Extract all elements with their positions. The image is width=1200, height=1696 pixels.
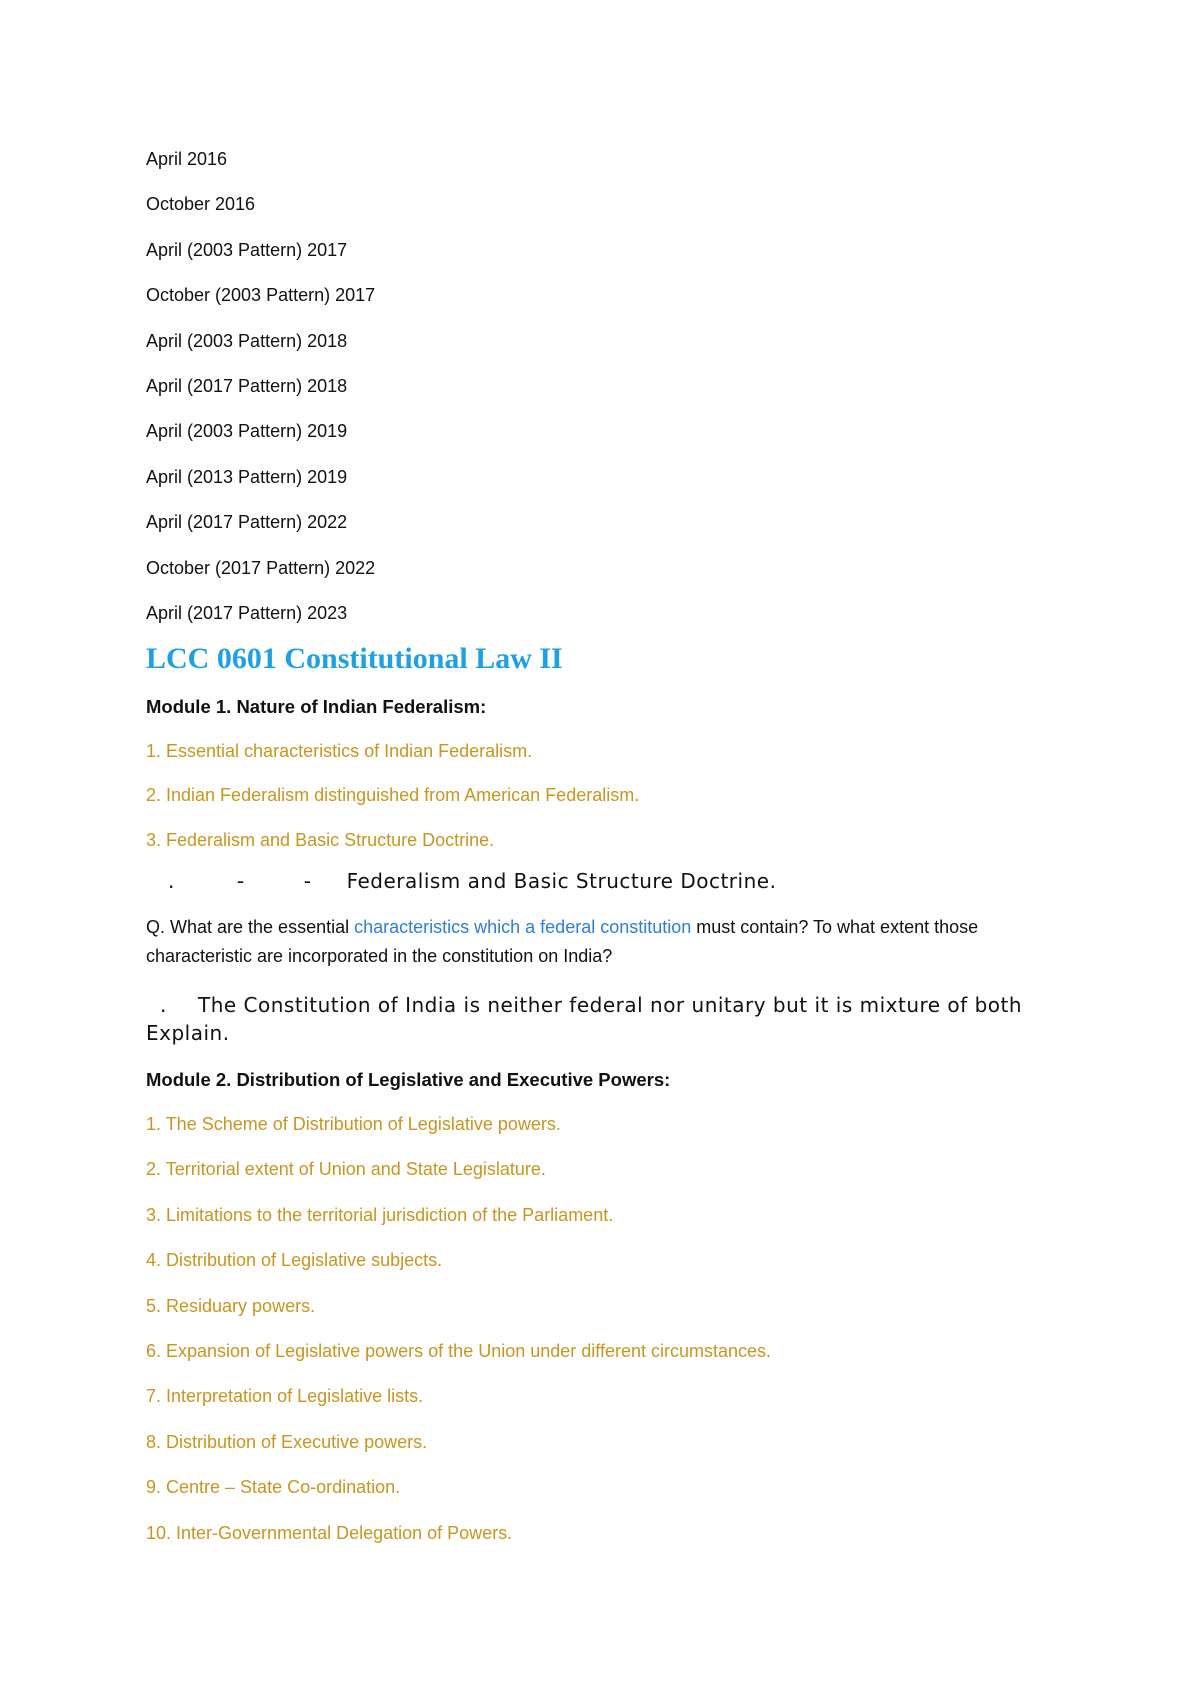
document-page	[146, 148, 1046, 1566]
exam-session-list	[146, 148, 1046, 624]
topic-item: 3. Limitations to the territorial jurisdiction of the Parliament.	[146, 1204, 614, 1225]
topic-item: 2. Indian Federalism distinguished from American Federalism.	[146, 785, 640, 806]
module-1-heading: Module 1. Nature of Indian Federalism:	[146, 695, 487, 717]
exam-session: October (2003 Pattern) 2017	[146, 285, 376, 306]
topic-item: 1. The Scheme of Distribution of Legislative powers.	[146, 1113, 561, 1134]
topic-item: 3. Federalism and Basic Structure Doctrine.	[146, 829, 495, 850]
exam-session: October (2017 Pattern) 2022	[146, 557, 376, 578]
exam-session: April (2003 Pattern) 2017	[146, 239, 348, 260]
topic-item: 4. Distribution of Legislative subjects.	[146, 1250, 443, 1271]
topic-item: 1. Essential characteristics of Indian Federalism.	[146, 740, 533, 761]
exam-session: April (2017 Pattern) 2023	[146, 602, 348, 623]
exam-session: April (2013 Pattern) 2019	[146, 466, 348, 487]
question-paragraph	[146, 913, 1046, 971]
statement-paragraph	[146, 991, 1046, 1047]
exam-session: April 2016	[146, 149, 228, 169]
exam-session: April (2017 Pattern) 2022	[146, 512, 348, 533]
dash-mark: -	[236, 868, 245, 893]
exam-session: April (2017 Pattern) 2018	[146, 375, 348, 396]
topic-item: 9. Centre – State Co-ordination.	[146, 1477, 401, 1498]
dash-mark: -	[303, 868, 312, 893]
question-prefix: Q. What are the essential	[146, 916, 355, 937]
question-link[interactable]: characteristics which a federal constitution	[354, 916, 692, 937]
topic-item: 8. Distribution of Executive powers.	[146, 1431, 428, 1452]
topic-item: 5. Residuary powers.	[146, 1295, 316, 1316]
bullet-text: Federalism and Basic Structure Doctrine.	[346, 868, 777, 893]
topic-item: 6. Expansion of Legislative powers of the Union under different circumstances.	[146, 1341, 772, 1362]
exam-session: October 2016	[146, 194, 256, 215]
statement-text: The Constitution of India is neither federal nor unitary but it is mixture of both Explain.	[146, 992, 1023, 1045]
bullet-mark: .	[168, 868, 175, 893]
topic-item: 7. Interpretation of Legislative lists.	[146, 1386, 424, 1407]
module-1-topic-list	[146, 740, 1046, 851]
statement-mark: .	[160, 992, 167, 1017]
question-suffix: must contain? To what extent those characteristic are incorporated in the constitution on India?	[146, 916, 979, 966]
exam-session: April (2003 Pattern) 2019	[146, 421, 348, 442]
exam-session: April (2003 Pattern) 2018	[146, 330, 348, 351]
topic-item: 2. Territorial extent of Union and State Legislature.	[146, 1159, 546, 1180]
topic-item: 10. Inter-Governmental Delegation of Powers.	[146, 1522, 513, 1543]
module-2-topic-list	[146, 1113, 1046, 1544]
module-2-heading: Module 2. Distribution of Legislative and Executive Powers:	[146, 1068, 671, 1090]
dash-bullet-line	[146, 867, 1046, 895]
course-title: LCC 0601 Constitutional Law II	[146, 641, 563, 675]
